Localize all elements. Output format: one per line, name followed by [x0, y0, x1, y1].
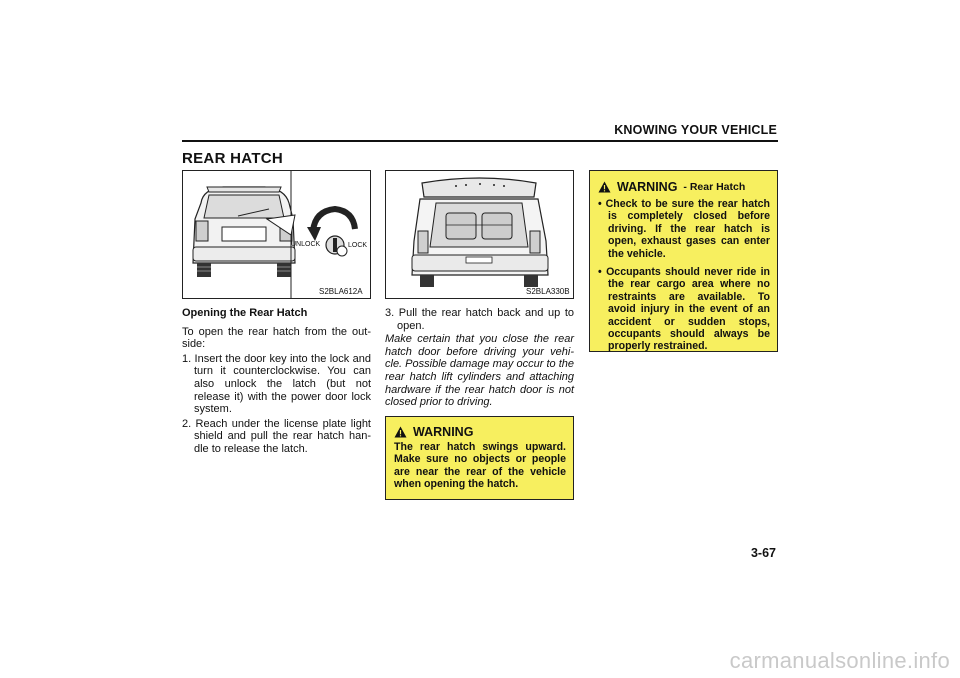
- bullet-icon: •: [598, 198, 602, 210]
- warning-triangle-icon: [598, 181, 611, 193]
- intro-paragraph: To open the rear hatch from the out-side:: [182, 325, 371, 351]
- step-3: 3. Pull the rear hatch back and up to open.: [385, 307, 574, 332]
- column-2-text: [385, 307, 574, 409]
- step-1: 1. Insert the door key into the lock and turn it counterclockwise. You can also unlock the latch (but not release it) with the power door lock system.: [182, 352, 371, 416]
- bullet-icon: •: [598, 266, 602, 279]
- figure-code: S2BLA330B: [526, 287, 570, 296]
- step-2: 2. Reach under the license plate light shield and pull the rear hatch han-dle to release the latch.: [182, 417, 371, 455]
- watermark-text: carmanualsonline.info: [729, 648, 950, 673]
- warning-title: WARNING: [413, 425, 474, 439]
- caution-paragraph: Make certain that you close the rear hatch door before driving your vehi-cle. Possible damage may occur to the rear hatch lift cylinders and attaching hardware if the rear hatch door is not closed prior to driving.: [385, 333, 574, 409]
- subhead-opening: Opening the Rear Hatch: [182, 307, 308, 319]
- warning-text: The rear hatch swings upward. Make sure no objects or people are near the rear of the vehicle when opening the hatch.: [394, 441, 566, 491]
- column-1-text: [182, 307, 371, 456]
- figure-key-lock: [182, 170, 371, 299]
- lock-label: LOCK: [348, 242, 368, 249]
- bullet-text: Occupants should never ride in the rear cargo area where no restraints are available. To avoid injury in the event of an accident or sudden stops, occupants should always be properly restrained.: [606, 266, 770, 353]
- warning-heading: [394, 425, 566, 439]
- rear-hatch-key-illustration: [183, 171, 370, 298]
- warning-box-hatch-swing: [385, 416, 574, 500]
- warning-subtitle: - Rear Hatch: [683, 181, 746, 193]
- open-hatch-illustration: [386, 171, 573, 298]
- running-header: KNOWING YOUR VEHICLE: [614, 123, 777, 137]
- warning-heading: [598, 180, 770, 194]
- figure-open-hatch: [385, 170, 574, 299]
- warning-box-rear-hatch: [589, 170, 778, 352]
- warning-triangle-icon: [394, 426, 407, 438]
- page-number: 3-67: [750, 546, 776, 560]
- section-title: REAR HATCH: [182, 150, 284, 167]
- warning-bullet-1: [598, 198, 770, 260]
- bullet-text: Check to be sure the rear hatch is completely closed before driving. If the rear hatch is open, exhaust gases can enter the vehicle.: [605, 198, 770, 260]
- figure-code: S2BLA612A: [319, 287, 363, 296]
- warning-title: WARNING: [617, 180, 678, 194]
- unlock-label: UNLOCK: [291, 241, 321, 248]
- warning-bullet-2: [598, 266, 770, 353]
- header-rule: [182, 140, 778, 142]
